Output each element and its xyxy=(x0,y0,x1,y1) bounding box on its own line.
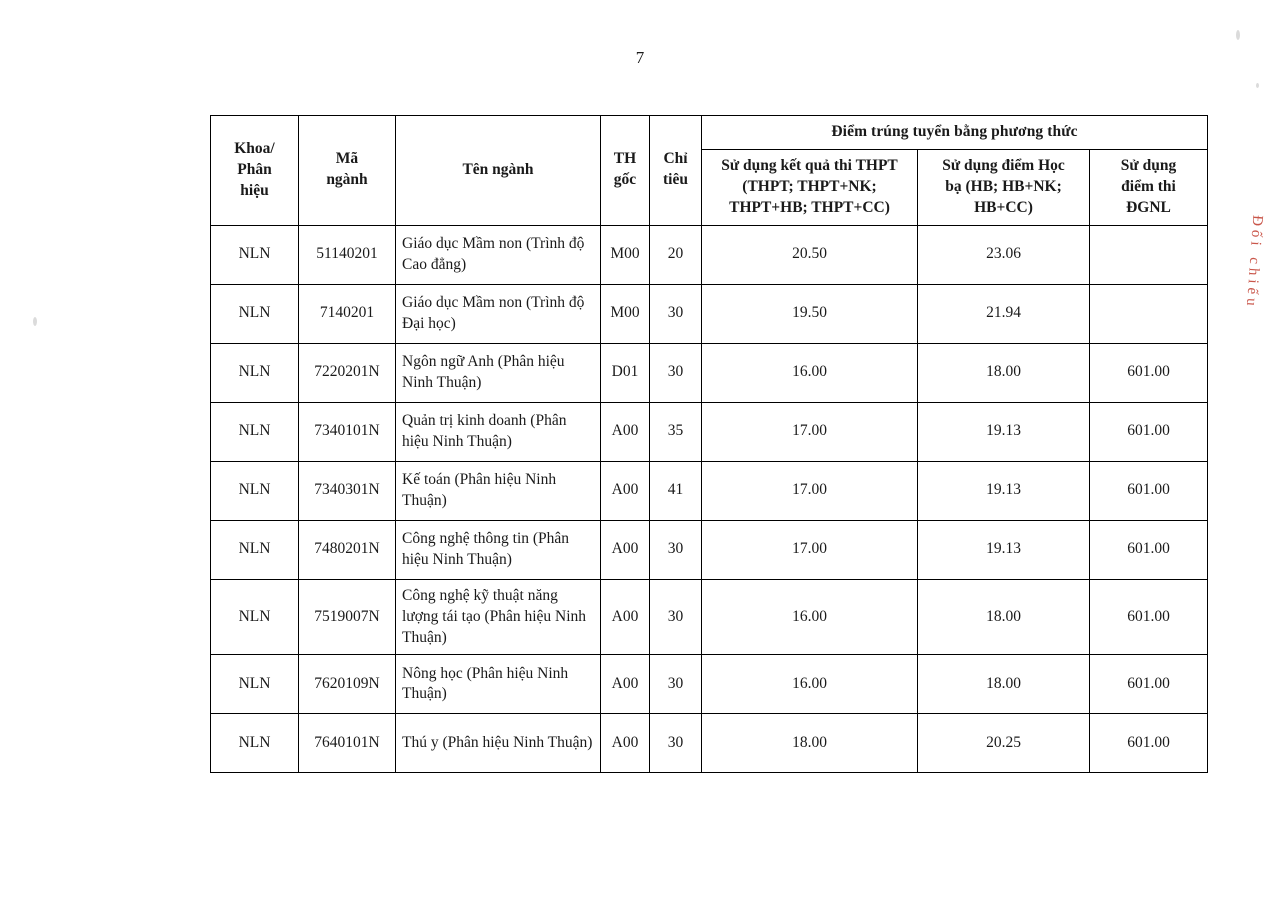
cell-ma-nganh: 7340101N xyxy=(299,402,396,461)
cell-diem-hoc-ba: 19.13 xyxy=(918,461,1090,520)
table-row xyxy=(211,284,1208,343)
col-header-thpt-line2: (THPT; THPT+NK; xyxy=(742,177,877,195)
cell-diem-thpt: 16.00 xyxy=(702,343,918,402)
cell-ten-nganh: Giáo dục Mầm non (Trình độ Cao đẳng) xyxy=(396,225,601,284)
cell-diem-thpt: 17.00 xyxy=(702,461,918,520)
cell-diem-hoc-ba: 18.00 xyxy=(918,343,1090,402)
cell-khoa: NLN xyxy=(211,714,299,773)
col-header-ma-nganh xyxy=(299,116,396,226)
cell-chi-tieu: 41 xyxy=(650,461,702,520)
cell-diem-hoc-ba: 23.06 xyxy=(918,225,1090,284)
cell-to-hop-goc: A00 xyxy=(601,520,650,579)
cell-ma-nganh: 7220201N xyxy=(299,343,396,402)
col-header-th-line2: gốc xyxy=(613,171,637,189)
cell-diem-dgnl xyxy=(1090,284,1208,343)
cell-khoa: NLN xyxy=(211,579,299,655)
cell-ma-nganh: 7640101N xyxy=(299,714,396,773)
cell-diem-dgnl: 601.00 xyxy=(1090,461,1208,520)
col-header-ma-line2: ngành xyxy=(326,171,368,189)
col-header-chi-line2: tiêu xyxy=(663,171,688,189)
cell-diem-dgnl: 601.00 xyxy=(1090,343,1208,402)
col-header-ten-nganh: Tên ngành xyxy=(396,116,601,226)
col-header-ma-line1: Mã xyxy=(335,150,359,168)
cell-diem-thpt: 17.00 xyxy=(702,520,918,579)
cell-diem-hoc-ba: 18.00 xyxy=(918,655,1090,714)
cell-diem-thpt: 20.50 xyxy=(702,225,918,284)
scan-speck xyxy=(1256,83,1259,88)
col-header-khoa-line2: Phân xyxy=(237,160,272,178)
table-header xyxy=(211,116,1208,226)
cell-khoa: NLN xyxy=(211,402,299,461)
cell-chi-tieu: 30 xyxy=(650,655,702,714)
col-header-dgnl-line3: ĐGNL xyxy=(1126,198,1171,216)
cell-to-hop-goc: A00 xyxy=(601,461,650,520)
cell-to-hop-goc: D01 xyxy=(601,343,650,402)
col-header-chi-line1: Chỉ xyxy=(663,150,688,168)
cell-diem-hoc-ba: 20.25 xyxy=(918,714,1090,773)
col-header-thpt xyxy=(702,149,918,225)
col-header-khoa-line3: hiệu xyxy=(240,181,269,199)
cell-to-hop-goc: A00 xyxy=(601,579,650,655)
col-header-group-diem-trung-tuyen: Điểm trúng tuyển bằng phương thức xyxy=(702,116,1208,150)
col-header-thpt-line3: THPT+HB; THPT+CC) xyxy=(729,198,890,216)
cell-diem-dgnl xyxy=(1090,225,1208,284)
cell-chi-tieu: 30 xyxy=(650,714,702,773)
col-header-thpt-line1: Sử dụng kết quả thi THPT xyxy=(721,156,898,174)
cell-khoa: NLN xyxy=(211,520,299,579)
cell-to-hop-goc: A00 xyxy=(601,655,650,714)
table-row xyxy=(211,225,1208,284)
col-header-hoc-ba xyxy=(918,149,1090,225)
cell-ma-nganh: 7620109N xyxy=(299,655,396,714)
table-body xyxy=(211,225,1208,773)
col-header-hb-line2: bạ (HB; HB+NK; xyxy=(945,177,1062,195)
cell-ma-nganh: 51140201 xyxy=(299,225,396,284)
col-header-khoa xyxy=(211,116,299,226)
cell-ten-nganh: Quản trị kinh doanh (Phân hiệu Ninh Thuận) xyxy=(396,402,601,461)
table-row xyxy=(211,461,1208,520)
cell-khoa: NLN xyxy=(211,284,299,343)
col-header-dgnl xyxy=(1090,149,1208,225)
cell-ma-nganh: 7340301N xyxy=(299,461,396,520)
col-header-dgnl-line2: điểm thi xyxy=(1121,177,1176,195)
header-row-1 xyxy=(211,116,1208,150)
cell-chi-tieu: 30 xyxy=(650,520,702,579)
cell-to-hop-goc: A00 xyxy=(601,402,650,461)
cell-chi-tieu: 30 xyxy=(650,579,702,655)
cell-diem-hoc-ba: 19.13 xyxy=(918,402,1090,461)
cell-diem-dgnl: 601.00 xyxy=(1090,655,1208,714)
cell-khoa: NLN xyxy=(211,343,299,402)
cell-ma-nganh: 7480201N xyxy=(299,520,396,579)
cell-diem-thpt: 18.00 xyxy=(702,714,918,773)
cell-diem-hoc-ba: 21.94 xyxy=(918,284,1090,343)
cell-khoa: NLN xyxy=(211,225,299,284)
cell-diem-dgnl: 601.00 xyxy=(1090,579,1208,655)
table-row xyxy=(211,655,1208,714)
cell-chi-tieu: 30 xyxy=(650,343,702,402)
cell-ma-nganh: 7519007N xyxy=(299,579,396,655)
cell-diem-dgnl: 601.00 xyxy=(1090,402,1208,461)
col-header-th-line1: TH xyxy=(613,150,637,168)
cell-chi-tieu: 30 xyxy=(650,284,702,343)
table-row xyxy=(211,714,1208,773)
page-number: 7 xyxy=(635,48,645,67)
col-header-hb-line3: HB+CC) xyxy=(974,198,1033,216)
cell-diem-hoc-ba: 19.13 xyxy=(918,520,1090,579)
margin-annotation: Đối chiếu xyxy=(1242,214,1266,311)
table-row xyxy=(211,402,1208,461)
cell-ten-nganh: Công nghệ kỹ thuật năng lượng tái tạo (Phân hiệu Ninh Thuận) xyxy=(396,579,601,655)
scan-speck xyxy=(33,317,37,326)
scan-speck xyxy=(1236,30,1240,40)
cell-ten-nganh: Ngôn ngữ Anh (Phân hiệu Ninh Thuận) xyxy=(396,343,601,402)
cell-diem-dgnl: 601.00 xyxy=(1090,714,1208,773)
cell-ma-nganh: 7140201 xyxy=(299,284,396,343)
col-header-dgnl-line1: Sử dụng xyxy=(1120,156,1177,174)
col-header-chi-tieu xyxy=(650,116,702,226)
cell-ten-nganh: Công nghệ thông tin (Phân hiệu Ninh Thuận) xyxy=(396,520,601,579)
cell-to-hop-goc: A00 xyxy=(601,714,650,773)
cell-ten-nganh: Kế toán (Phân hiệu Ninh Thuận) xyxy=(396,461,601,520)
admission-score-table-wrap xyxy=(210,115,1207,773)
table-row xyxy=(211,579,1208,655)
table-row xyxy=(211,343,1208,402)
col-header-hb-line1: Sử dụng điểm Học xyxy=(942,156,1065,174)
cell-diem-dgnl: 601.00 xyxy=(1090,520,1208,579)
cell-diem-hoc-ba: 18.00 xyxy=(918,579,1090,655)
cell-diem-thpt: 16.00 xyxy=(702,579,918,655)
col-header-khoa-line1: Khoa/ xyxy=(234,139,275,157)
table-row xyxy=(211,520,1208,579)
cell-khoa: NLN xyxy=(211,461,299,520)
admission-score-table xyxy=(210,115,1208,773)
cell-chi-tieu: 20 xyxy=(650,225,702,284)
cell-chi-tieu: 35 xyxy=(650,402,702,461)
cell-to-hop-goc: M00 xyxy=(601,284,650,343)
cell-diem-thpt: 16.00 xyxy=(702,655,918,714)
cell-to-hop-goc: M00 xyxy=(601,225,650,284)
col-header-to-hop-goc xyxy=(601,116,650,226)
cell-ten-nganh: Thú y (Phân hiệu Ninh Thuận) xyxy=(396,714,601,773)
cell-diem-thpt: 19.50 xyxy=(702,284,918,343)
cell-ten-nganh: Giáo dục Mầm non (Trình độ Đại học) xyxy=(396,284,601,343)
cell-ten-nganh: Nông học (Phân hiệu Ninh Thuận) xyxy=(396,655,601,714)
cell-diem-thpt: 17.00 xyxy=(702,402,918,461)
cell-khoa: NLN xyxy=(211,655,299,714)
